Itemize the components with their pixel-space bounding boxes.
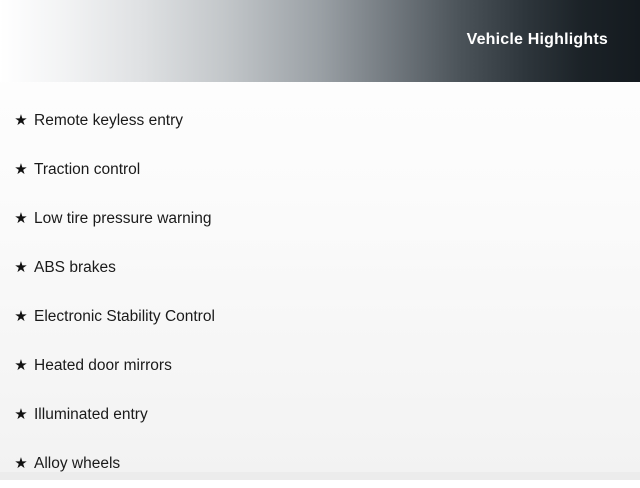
- star-icon: ★: [14, 406, 28, 423]
- feature-label: Illuminated entry: [34, 405, 148, 423]
- list-item: [0, 341, 640, 390]
- star-icon: ★: [14, 112, 28, 129]
- feature-label: Heated door mirrors: [34, 356, 172, 374]
- feature-label: Electronic Stability Control: [34, 307, 215, 325]
- star-icon: ★: [14, 259, 28, 276]
- list-item: [0, 439, 640, 488]
- star-icon: ★: [14, 210, 28, 227]
- feature-label: ABS brakes: [34, 258, 116, 276]
- feature-label: Remote keyless entry: [34, 111, 184, 129]
- page-header: [0, 0, 640, 82]
- star-icon: ★: [14, 357, 28, 374]
- page-title: Vehicle Highlights: [466, 31, 608, 48]
- star-icon: ★: [14, 455, 28, 472]
- footer-strip: [0, 472, 640, 480]
- list-item: [0, 390, 640, 439]
- list-item: [0, 243, 640, 292]
- list-item: [0, 96, 640, 145]
- feature-label: Low tire pressure warning: [34, 209, 212, 227]
- feature-label: Alloy wheels: [34, 454, 121, 472]
- star-icon: ★: [14, 308, 28, 325]
- list-item: [0, 292, 640, 341]
- list-item: [0, 194, 640, 243]
- feature-label: Traction control: [34, 160, 141, 178]
- list-item: [0, 145, 640, 194]
- features-list: [0, 82, 640, 488]
- star-icon: ★: [14, 161, 28, 178]
